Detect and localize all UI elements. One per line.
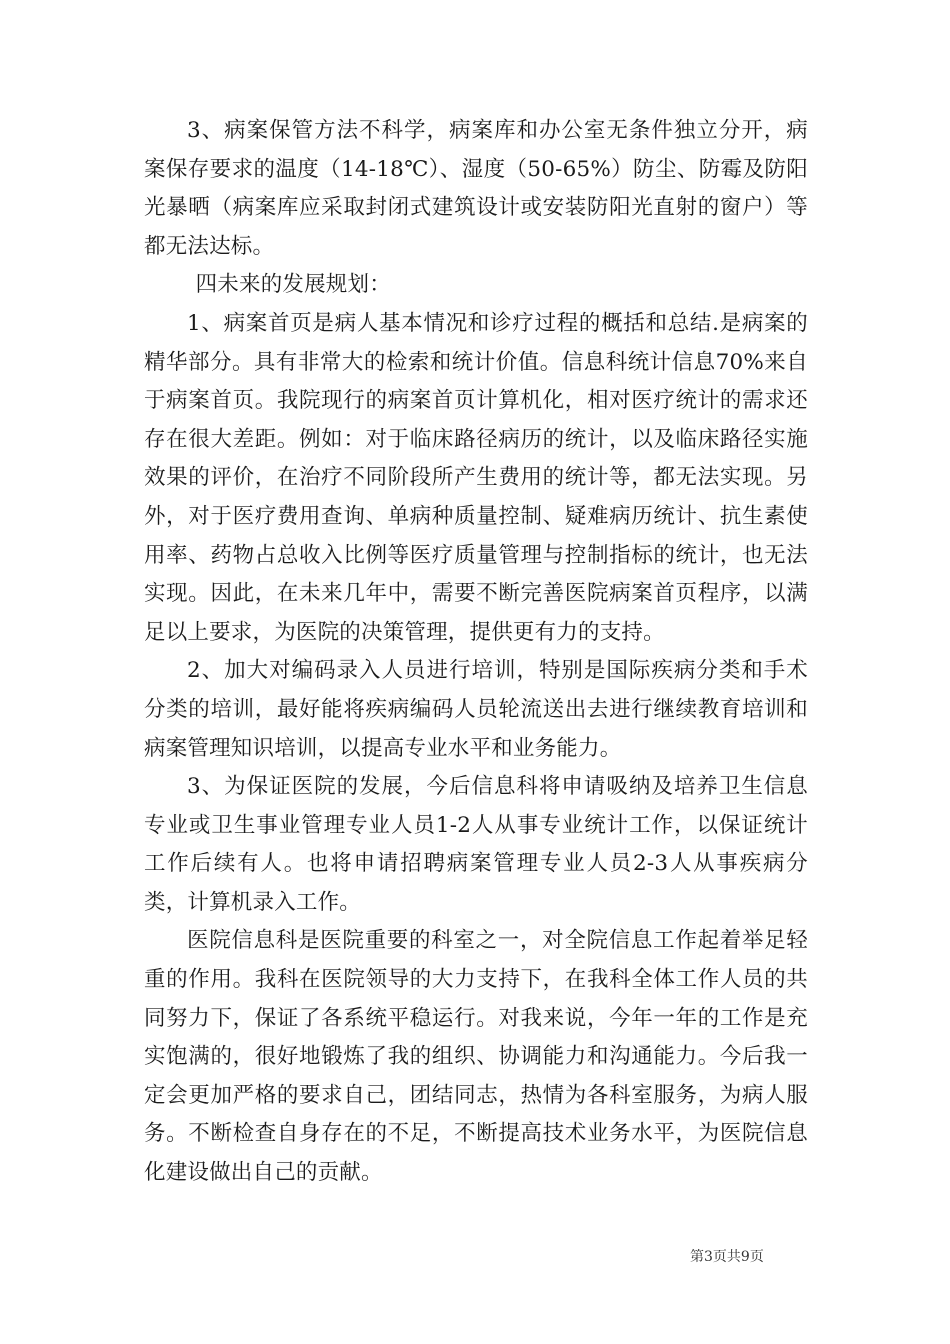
paragraph-storage-issue: 3、病案保管方法不科学，病案库和办公室无条件独立分开，病案保存要求的温度（14-18℃）、湿度（50-65%）防尘、防霉及防阳光暴晒（病案库应采取封闭式建筑设计或安装防阳光直射的窗户）等都无法达标。 — [144, 118, 808, 259]
paragraph-plan-3: 3、为保证医院的发展，今后信息科将申请吸纳及培养卫生信息专业或卫生事业管理专业人员1-2人从事专业统计工作，以保证统计工作后续有人。也将申请招聘病案管理专业人员2-3人从事疾病分类，计算机录入工作。 — [144, 774, 808, 915]
paragraph-plan-1: 1、病案首页是病人基本情况和诊疗过程的概括和总结.是病案的精华部分。具有非常大的检索和统计价值。信息科统计信息70%来自于病案首页。我院现行的病案首页计算机化，相对医疗统计的需求还存在很大差距。例如：对于临床路径病历的统计，以及临床路径实施效果的评价，在治疗不同阶段所产生费用的统计等，都无法实现。另外，对于医疗费用查询、单病种质量控制、疑难病历统计、抗生素使用率、药物占总收入比例等医疗质量管理与控制指标的统计，也无法实现。因此，在未来几年中，需要不断完善医院病案首页程序，以满足以上要求，为医院的决策管理，提供更有力的支持。 — [144, 310, 808, 645]
paragraph-plan-2: 2、加大对编码录入人员进行培训，特别是国际疾病分类和手术分类的培训，最好能将疾病编码人员轮流送出去进行继续教育培训和病案管理知识培训，以提高专业水平和业务能力。 — [144, 658, 808, 761]
page-number-footer: 第3页共9页 — [690, 1249, 764, 1265]
paragraph-conclusion: 医院信息科是医院重要的科室之一，对全院信息工作起着举足轻重的作用。我科在医院领导的大力支持下，在我科全体工作人员的共同努力下，保证了各系统平稳运行。对我来说，今年一年的工作是充实饱满的，很好地锻炼了我的组织、协调能力和沟通能力。今后我一定会更加严格的要求自己，团结同志，热情为各科室服务，为病人服务。不断检查自身存在的不足，不断提高技术业务水平，为医院信息化建设做出自己的贡献。 — [144, 928, 808, 1186]
section-heading-future-plan: 四未来的发展规划： — [195, 272, 391, 298]
document-body — [144, 112, 808, 1193]
